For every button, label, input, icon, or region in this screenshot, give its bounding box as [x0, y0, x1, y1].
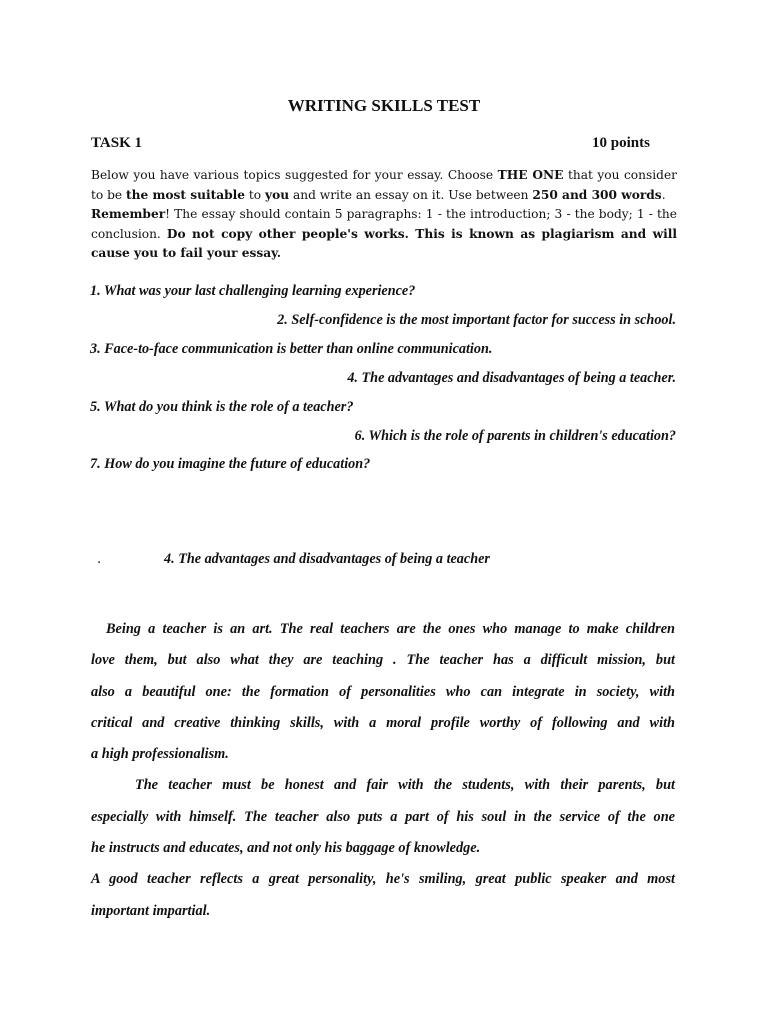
topic-item: 4. The advantages and disadvantages of being a teacher.: [347, 370, 676, 386]
essay-line: also a beautiful one: the formation of personalities who can integrate in society, with: [91, 683, 675, 700]
essay-line: important impartial.: [91, 902, 211, 919]
essay-line: The teacher must be honest and fair with the students, with their parents, but: [135, 777, 675, 794]
instr-text: .: [661, 187, 666, 202]
topic-item: 6. Which is the role of parents in children's education?: [354, 428, 676, 444]
instr-bold: you: [265, 187, 290, 202]
topic-item: 1. What was your last challenging learning experience?: [90, 283, 416, 299]
essay-line: he instructs and educates, and not only his baggage of knowledge.: [91, 840, 481, 857]
task-label: TASK 1: [91, 135, 142, 151]
task-points: 10 points: [592, 135, 650, 151]
plagiarism-warning: Do not copy other people's works. This is known as plagiarism and will cause you to fail your essay.: [91, 226, 677, 260]
essay-line: critical and creative thinking skills, with a moral profile worthy of following and with: [91, 714, 675, 731]
instr-text: that you consider to be: [91, 168, 677, 202]
instr-bold: the most suitable: [126, 187, 246, 202]
instr-text: Below you have various topics suggested for your essay. Choose: [91, 168, 498, 182]
essay-line: especially with himself. The teacher also puts a part of his soul in the service of the one: [91, 808, 675, 825]
topic-item: 3. Face-to-face communication is better than online communication.: [90, 341, 493, 357]
topic-item: 7. How do you imagine the future of education?: [90, 456, 371, 472]
instr-bold: 250 and 300 words: [532, 187, 662, 202]
topic-item: 2. Self-confidence is the most important factor for success in school.: [277, 312, 676, 328]
topic-item: 5. What do you think is the role of a teacher?: [90, 399, 354, 415]
essay-line: a high professionalism.: [91, 746, 229, 763]
page-title: WRITING SKILLS TEST: [287, 96, 481, 115]
instr-text: and write an essay on it. Use between: [289, 187, 533, 202]
chosen-topic-title: 4. The advantages and disadvantages of being a teacher: [164, 551, 490, 567]
essay-line: A good teacher reflects a great personality, he's smiling, great public speaker and most: [91, 871, 675, 888]
instructions-paragraph: [91, 166, 677, 264]
chosen-topic-bullet: .: [97, 552, 102, 567]
essay-line: love them, but also what they are teaching . The teacher has a difficult mission, but: [91, 652, 675, 669]
instr-bold: THE ONE: [497, 168, 564, 182]
instr-text: to: [245, 187, 266, 202]
instr-text: ! The essay should contain 5 paragraphs: 1 - the introduction; 3 - the body; 1 - the conclusion.: [91, 207, 677, 241]
remember-label: Remember: [91, 207, 166, 221]
essay-line: Being a teacher is an art. The real teachers are the ones who manage to make children: [106, 621, 675, 637]
essay-body: [91, 614, 675, 927]
